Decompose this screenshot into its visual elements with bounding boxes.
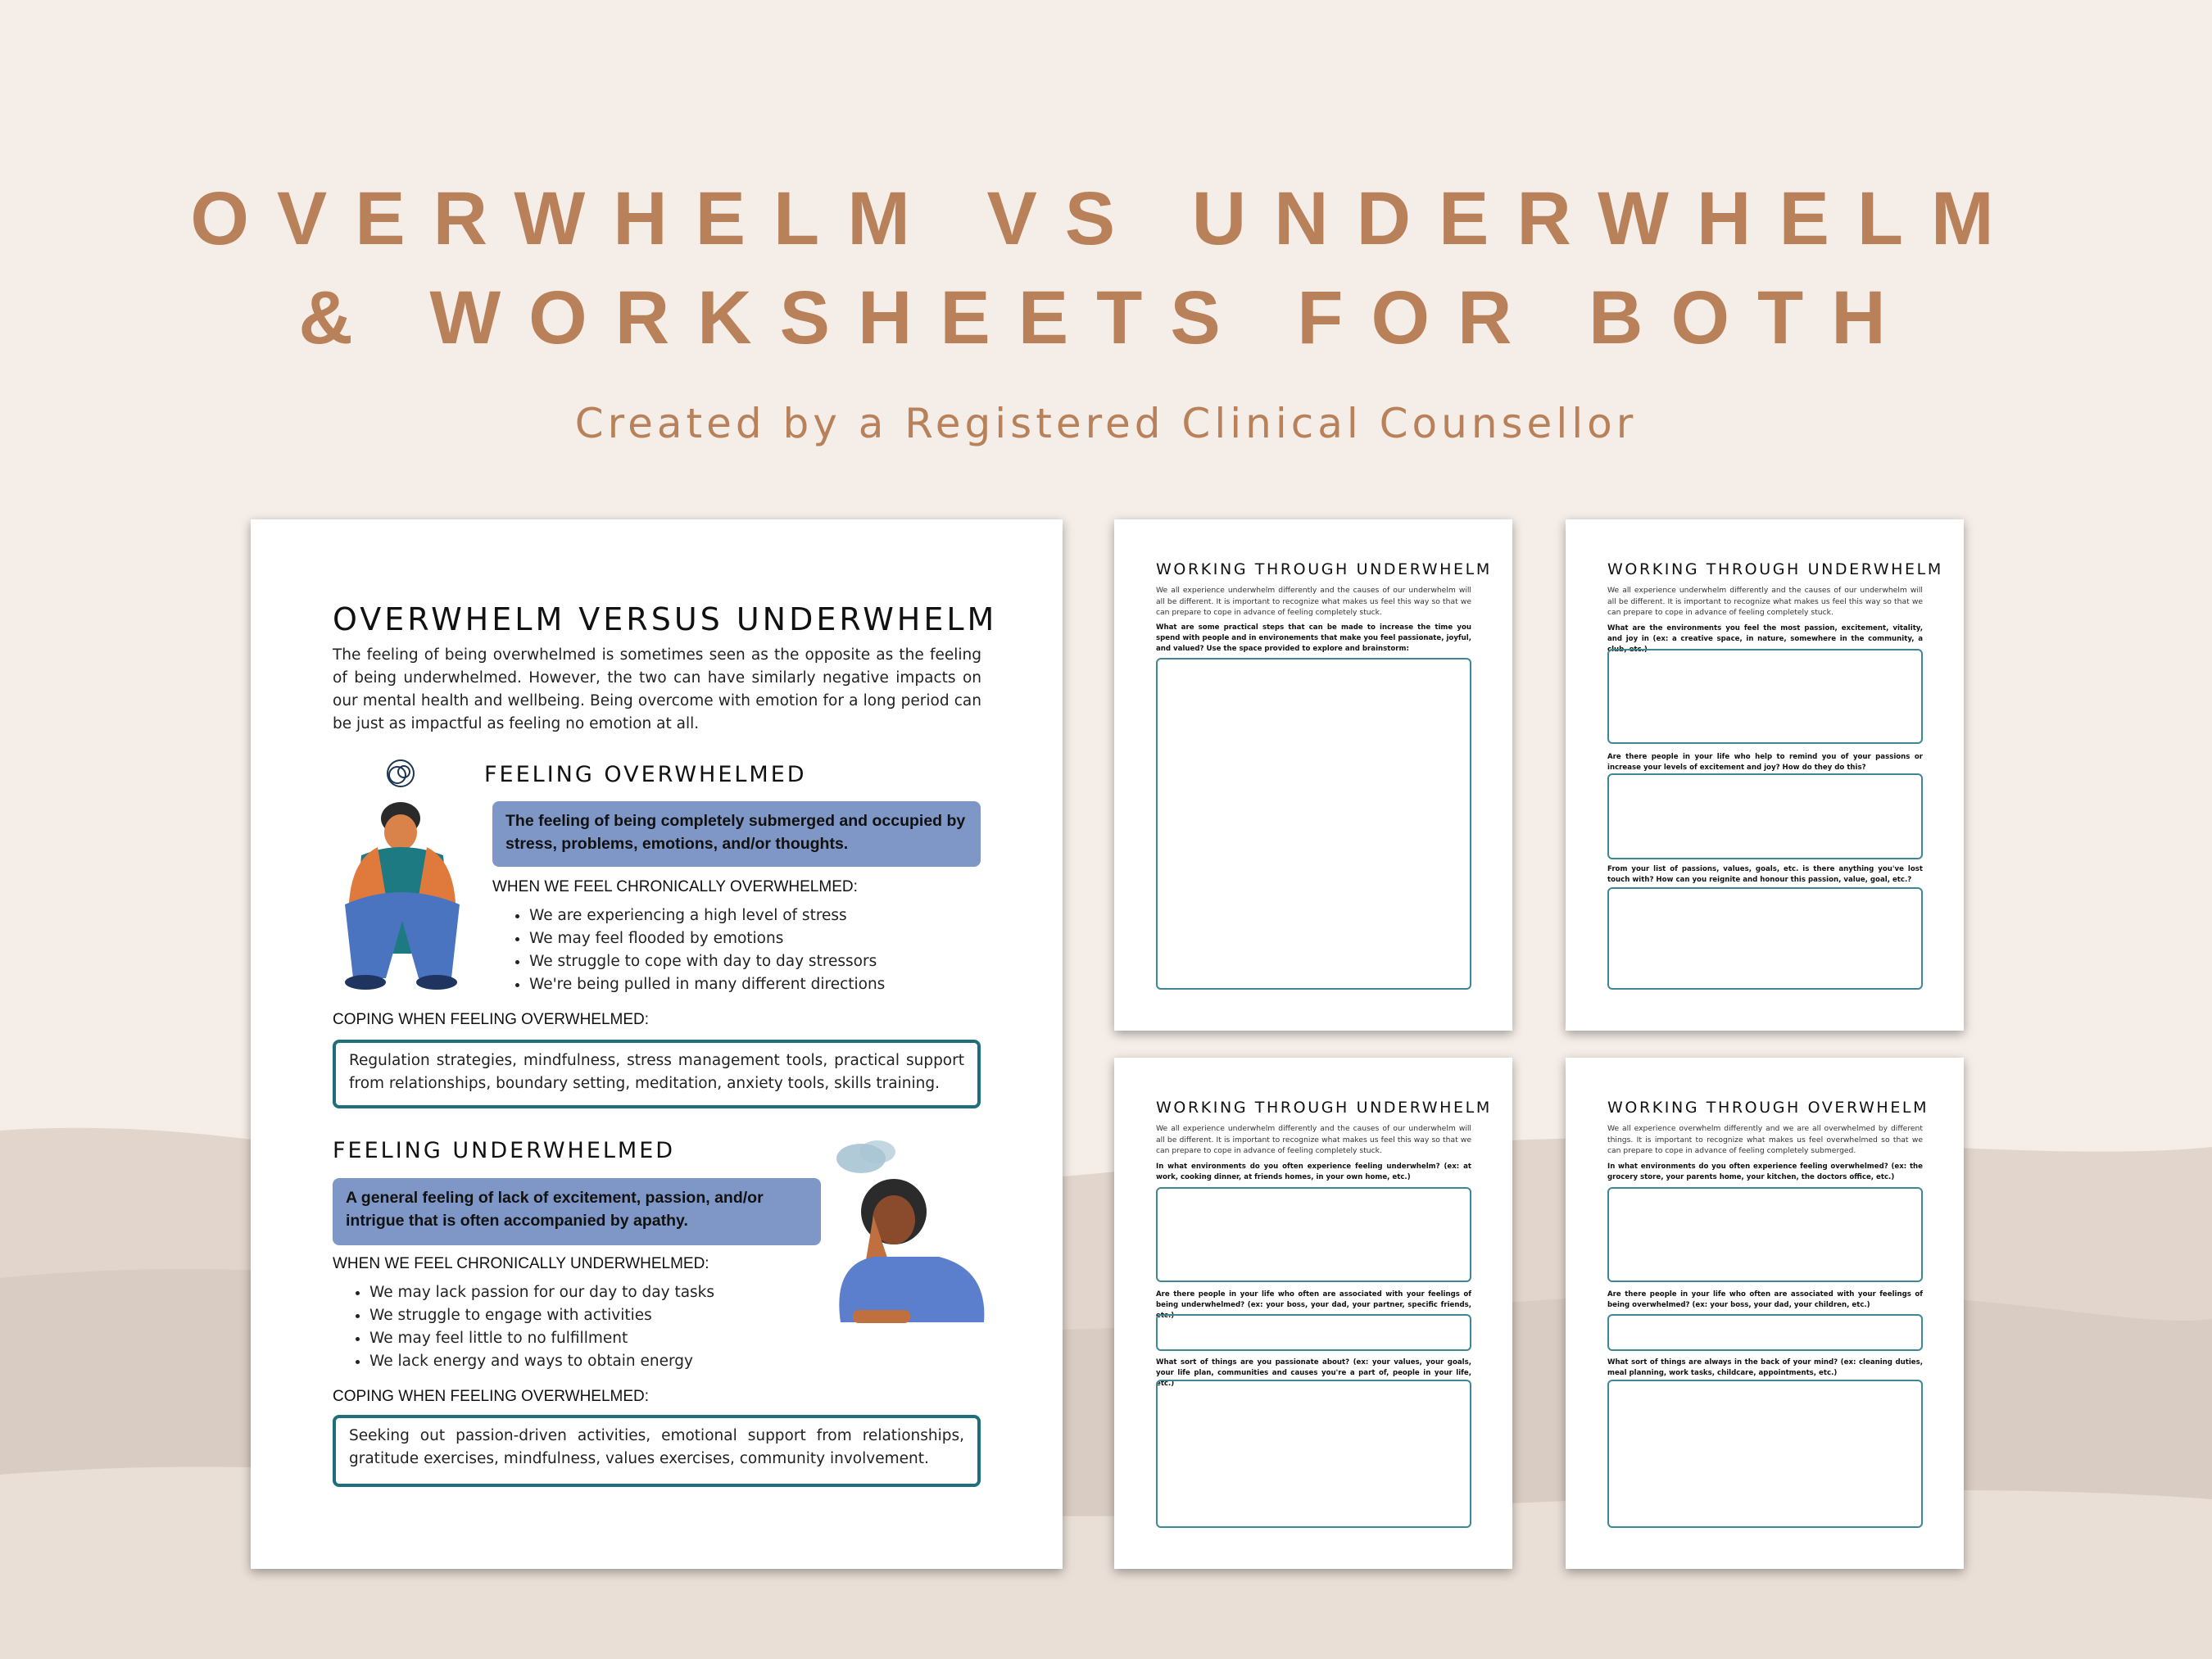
worksheet-intro: We all experience overwhelm differently and we are all overwhelmed by different things. It is important to recognize what makes us feel overwhelmed so that we can prepare to cope in advance of feeling completely submerged. [1607,1124,1923,1155]
worksheet-question: What are the environments you feel the most passion, excitement, vitality, and joy in (ex: a creative space, in nature, somewhere in the community, a club, etc.) [1607,624,1923,654]
answer-box[interactable] [1607,773,1923,859]
answer-box[interactable] [1156,658,1471,990]
hero-subtitle: Created by a Registered Clinical Counsellor [574,400,1638,447]
answer-box[interactable] [1607,649,1923,744]
underwhelmed-bullet-list [353,1281,714,1373]
worksheet-question: In what environments do you often experience feeling overwhelmed? (ex: the grocery store, your parents home, your kitchen, the doctors office, etc.) [1607,1163,1923,1181]
hero-title-line2: & WORKSHEETS FOR BOTH [298,276,1914,360]
answer-box[interactable] [1607,1380,1923,1528]
worksheet-question: In what environments do you often experience feeling underwhelm? (ex: at work, cooking dinner, at friends homes, in your own home, etc.) [1156,1163,1471,1181]
list-item: • We struggle to engage with activities [369,1304,714,1327]
list-item: • We may lack passion for our day to day tasks [369,1281,714,1304]
underwhelmed-coping-heading: COPING WHEN FEELING OVERWHELMED: [333,1388,650,1405]
worksheet-question: Are there people in your life who help to remind you of your passions or increase your levels of excitement and joy? How do they do this? [1607,753,1923,772]
worksheet-title: WORKING THROUGH OVERWHELM [1607,1099,1929,1117]
overwhelmed-chronic-heading: WHEN WE FEEL CHRONICALLY OVERWHELMED: [492,878,858,895]
list-item: • We may feel little to no fulfillment [369,1327,714,1350]
worksheet-question: Are there people in your life who often are associated with your feelings of being overwhelmed? (ex: your boss, your dad, your children, etc.) [1607,1290,1923,1309]
underwhelmed-definition-box: A general feeling of lack of excitement, passion, and/or intrigue that is often accompanied by apathy. [333,1178,821,1245]
list-item: • We lack energy and ways to obtain energy [369,1350,714,1373]
underwhelmed-chronic-heading: WHEN WE FEEL CHRONICALLY UNDERWHELMED: [333,1255,709,1272]
main-page [251,519,1063,1569]
answer-box[interactable] [1607,1314,1923,1351]
list-item: • We may feel flooded by emotions [529,927,885,950]
answer-box[interactable] [1156,1314,1471,1351]
answer-box[interactable] [1156,1380,1471,1528]
overwhelmed-heading: FEELING OVERWHELMED [484,762,807,787]
worksheet-question: What sort of things are you passionate about? (ex: your values, your goals, your life plan, communities and causes you're a part of, people in your life, etc.) [1156,1358,1471,1388]
worksheet-underwhelm-3 [1114,1058,1512,1569]
overwhelmed-person-illustration [329,757,476,995]
worksheet-intro: We all experience underwhelm differently and the causes of our underwhelm will all be different. It is important to recognize what makes us feel this way so that we can prepare to cope in advance of feeling completely stuck. [1607,586,1923,617]
worksheet-question: From your list of passions, values, goals, etc. is there anything you've lost touch with? How can you reignite and honour this passion, value, goal, etc.? [1607,865,1923,884]
hero-title-line1: OVERWHELM VS UNDERWHELM [190,177,2022,261]
scribble-cloud-icon [388,760,414,786]
worksheet-overwhelm [1566,1058,1964,1569]
answer-box[interactable] [1607,1187,1923,1282]
list-item: • We're being pulled in many different directions [529,973,885,996]
overwhelmed-definition-box: The feeling of being completely submerged and occupied by stress, problems, emotions, and/or thoughts. [492,801,981,867]
overwhelmed-bullet-list [513,904,885,996]
list-item: • We are experiencing a high level of stress [529,904,885,927]
worksheet-question: What are some practical steps that can be made to increase the time you spend with people and in environements that make you feel passionate, joyful, and valued? Use the space provided to explore and brainstorm: [1156,623,1471,653]
answer-box[interactable] [1607,887,1923,990]
intro-paragraph: The feeling of being overwhelmed is sometimes seen as the opposite as the feeling of being underwhelmed. However, the two can have similarly negative impacts on our mental health and wellbeing. Being overcome with emotion for a long period can be just as impactful as feeling no emotion at all. [333,646,981,732]
answer-box[interactable] [1156,1187,1471,1282]
worksheet-question: What sort of things are always in the back of your mind? (ex: cleaning duties, meal planning, work tasks, childcare, appointments, etc.) [1607,1358,1923,1377]
worksheet-underwhelm-1 [1114,519,1512,1031]
worksheet-underwhelm-2 [1566,519,1964,1031]
overwhelmed-coping-heading: COPING WHEN FEELING OVERWHELMED: [333,1011,650,1028]
worksheet-title: WORKING THROUGH UNDERWHELM [1156,1099,1492,1117]
list-item: • We struggle to cope with day to day stressors [529,950,885,973]
worksheet-intro: We all experience underwhelm differently and the causes of our underwhelm will all be different. It is important to recognize what makes us feel this way so that we can prepare to cope in advance of feeling completely stuck. [1156,586,1471,617]
worksheet-title: WORKING THROUGH UNDERWHELM [1156,560,1492,578]
worksheet-question: Are there people in your life who often are associated with your feelings of being underwhelmed? (ex: your boss, your dad, your partner, specific friends, etc.) [1156,1290,1471,1320]
overwhelmed-coping-box: Regulation strategies, mindfulness, stress management tools, practical support from relationships, boundary setting, meditation, anxiety tools, skills training. [333,1040,981,1108]
worksheet-intro: We all experience underwhelm differently and the causes of our underwhelm will all be different. It is important to recognize what makes us feel this way so that we can prepare to cope in advance of feeling completely stuck. [1156,1124,1471,1155]
underwhelmed-coping-box: Seeking out passion-driven activities, emotional support from relationships, gratitude exercises, mindfulness, values exercises, community involvement. [333,1415,981,1487]
underwhelmed-heading: FEELING UNDERWHELMED [333,1138,676,1163]
worksheet-title: WORKING THROUGH UNDERWHELM [1607,560,1943,578]
cloud-icon [836,1140,895,1173]
main-page-title: OVERWHELM VERSUS UNDERWHELM [333,601,998,637]
underwhelmed-person-illustration [824,1134,988,1326]
